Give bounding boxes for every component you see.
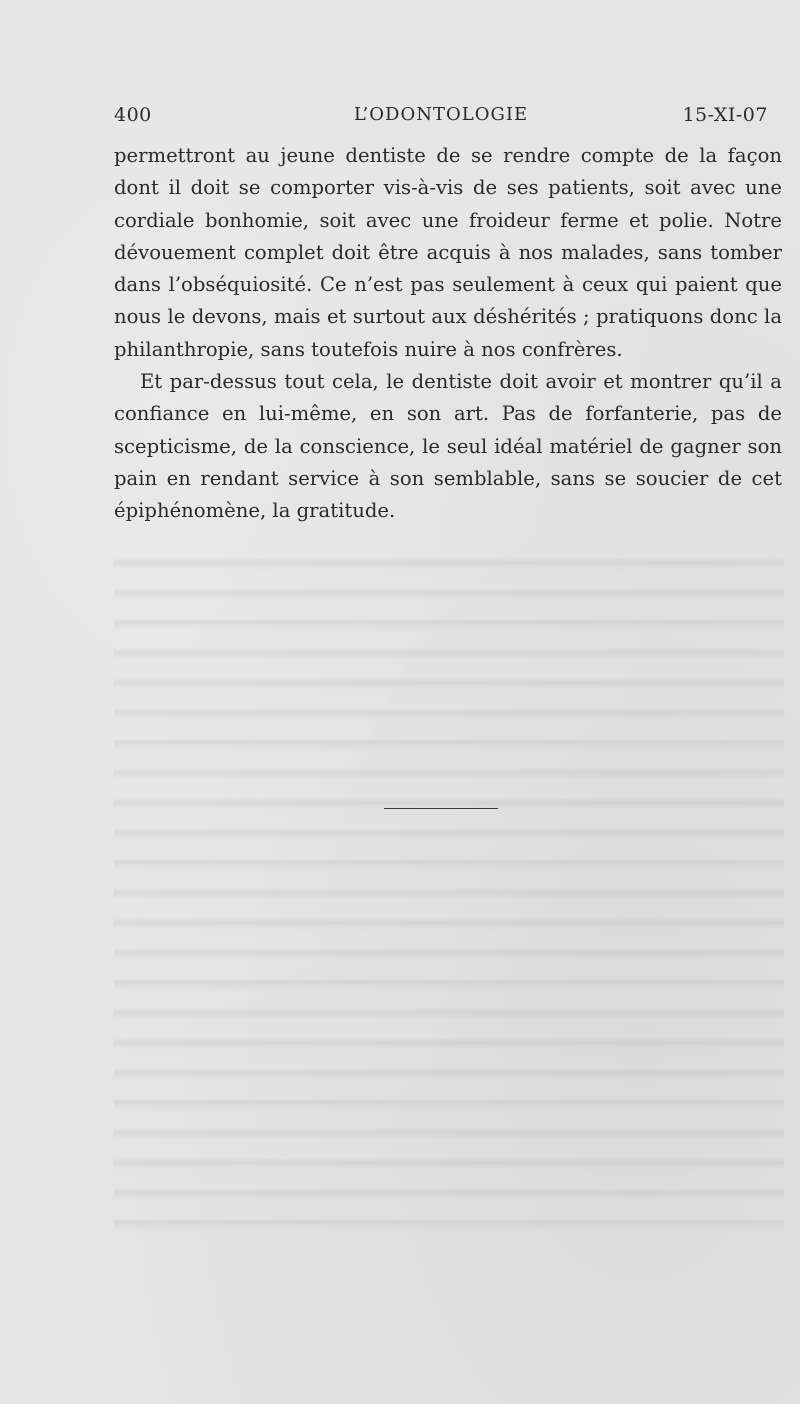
page-header	[114, 104, 768, 134]
running-title: L’ODONTOLOGIE	[353, 104, 529, 125]
paragraph-continued: permettront au jeune dentiste de se rendre compte de la façon dont il doit se comporter vis-à-vis de ses patients, soit avec une cordiale bonhomie, soit avec une froideur ferme et polie. Notre dévouement complet doit être acquis à nos malades, sans tomber dans l’obséquiosité. Ce n’est pas seulement à ceux qui paient que nous le devons, mais et surtout aux déshérités ; pratiquons donc la philanthropie, sans toutefois nuire à nos confrères.	[114, 144, 782, 361]
section-end-rule	[384, 808, 498, 809]
page-number: 400	[114, 104, 152, 126]
show-through-texture	[114, 540, 784, 1240]
body-text	[114, 140, 782, 528]
paragraph-closing: Et par-dessus tout cela, le dentiste doit avoir et montrer qu’il a confiance en lui-même, en son art. Pas de forfanterie, pas de scepticisme, de la conscience, le seul idéal matériel de gagner son pain en rendant service à son semblable, sans se soucier de cet épiphénomène, la gratitude.	[114, 370, 782, 523]
issue-date: 15-XI-07	[682, 104, 768, 126]
